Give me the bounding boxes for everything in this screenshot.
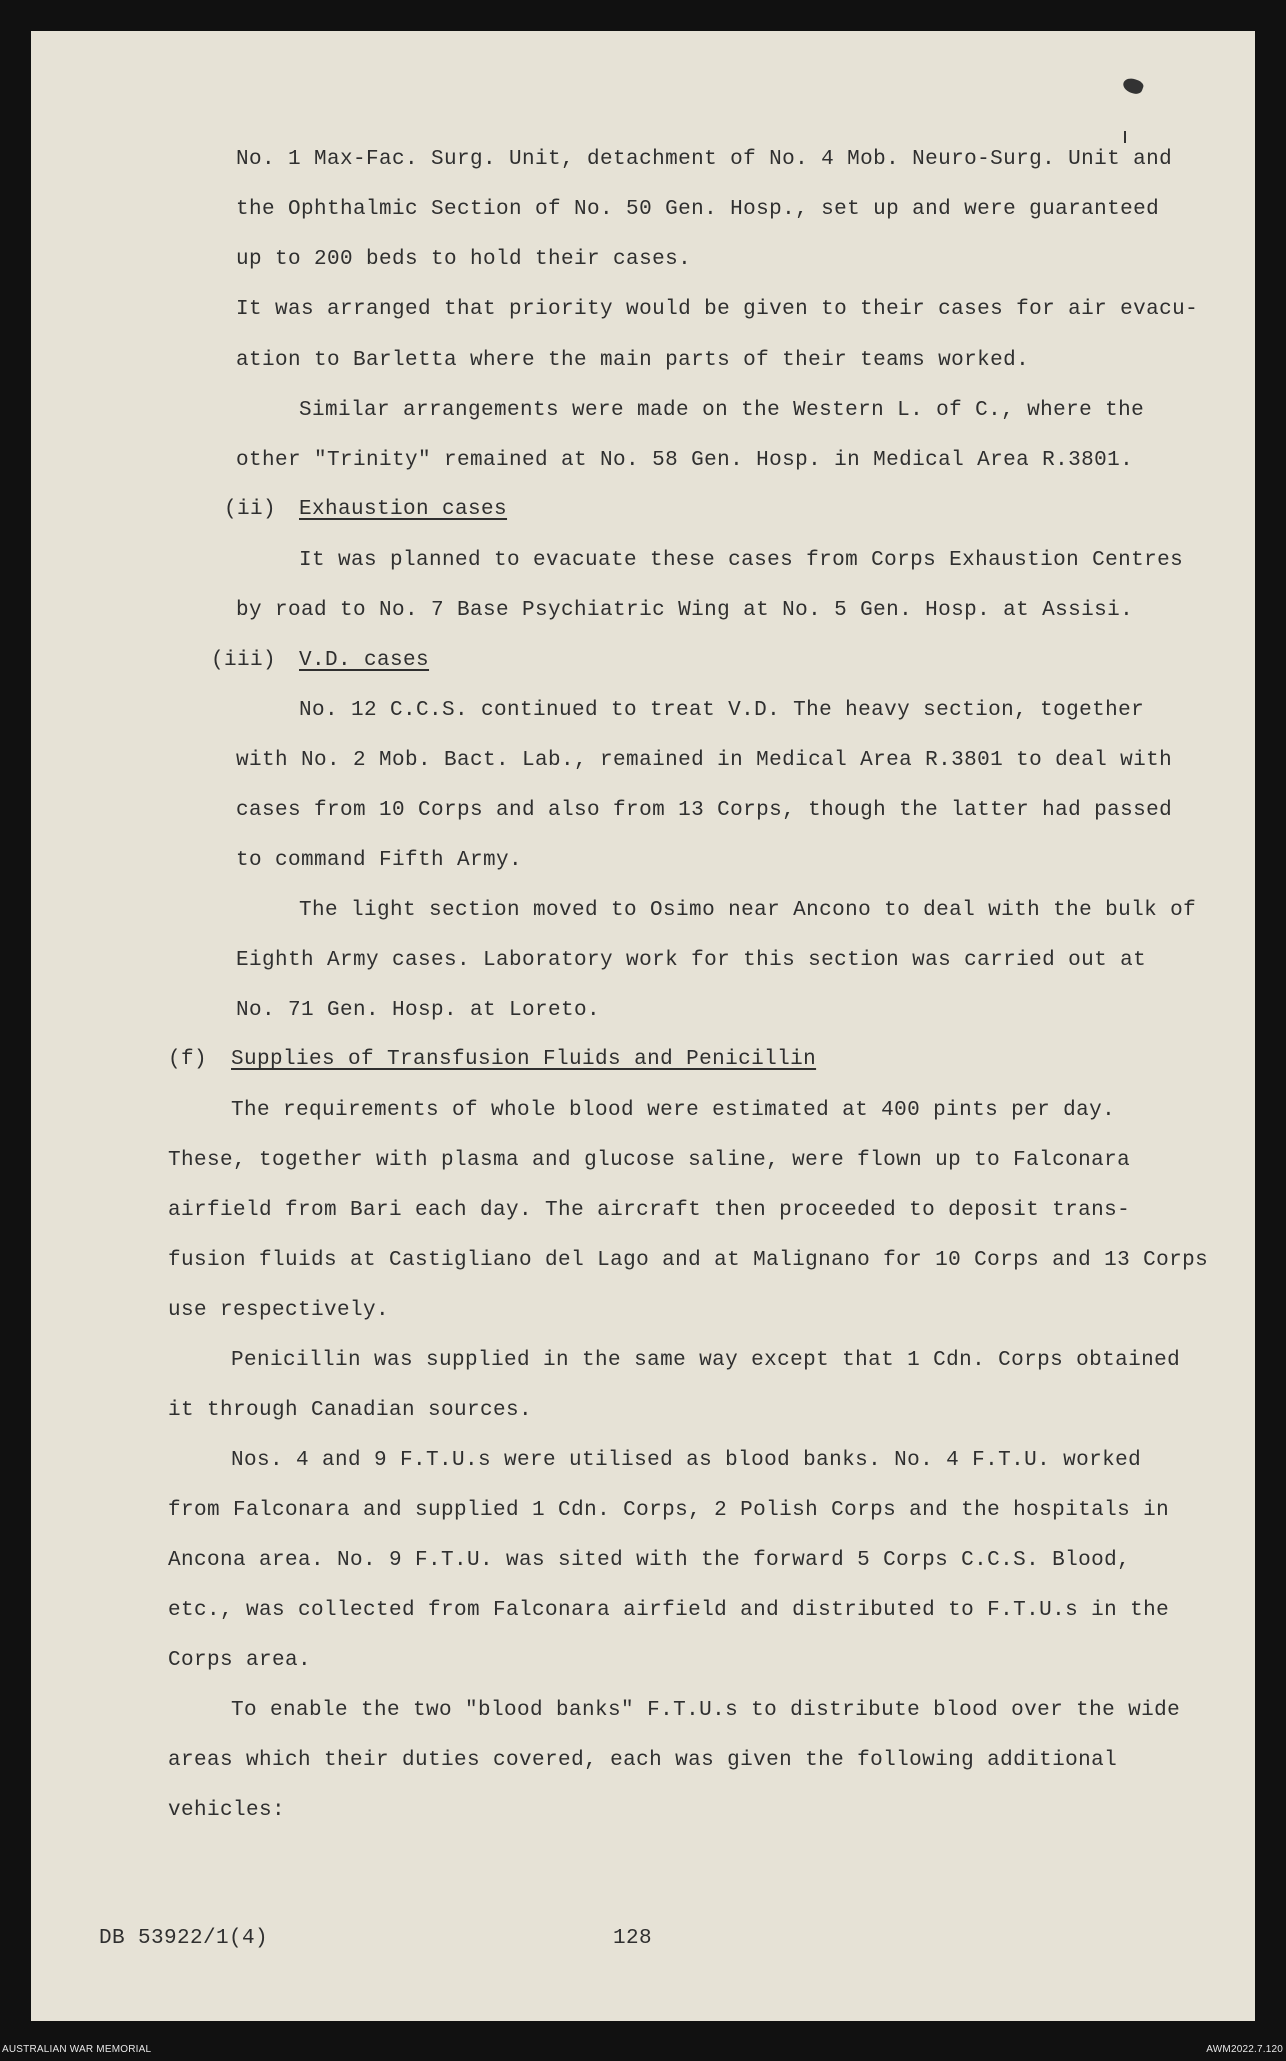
text-line: Eighth Army cases. Laboratory work for this section was carried out at [236,949,1147,972]
text-line: ation to Barletta where the main parts of their teams worked. [236,349,1030,372]
archive-footer [0,2030,1286,2061]
text-line: it through Canadian sources. [168,1399,533,1422]
text-line: cases from 10 Corps and also from 13 Corps, though the latter had passed [236,799,1173,822]
text-line: up to 200 beds to hold their cases. [236,248,692,271]
text-line: Similar arrangements were made on the Western L. of C., where the [299,399,1145,422]
text-line: Corps area. [168,1649,312,1672]
text-line: by road to No. 7 Base Psychiatric Wing at No. 5 Gen. Hosp. at Assisi. [236,599,1134,622]
text-line: to command Fifth Army. [236,849,523,872]
section-number: (iii) [211,649,277,672]
text-line: Penicillin was supplied in the same way except that 1 Cdn. Corps obtained [231,1349,1181,1372]
text-line: fusion fluids at Castigliano del Lago and at Malignano for 10 Corps and 13 Corps [168,1249,1209,1272]
page-number: 128 [613,1927,653,1950]
text-line: To enable the two "blood banks" F.T.U.s to distribute blood over the wide [231,1699,1181,1722]
text-line: The light section moved to Osimo near Ancono to deal with the bulk of [299,899,1197,922]
archive-source: AUSTRALIAN WAR MEMORIAL [2,2044,152,2055]
text-line: etc., was collected from Falconara airfield and distributed to F.T.U.s in the [168,1599,1170,1622]
text-line: with No. 2 Mob. Bact. Lab., remained in Medical Area R.3801 to deal with [236,749,1173,772]
text-line: It was planned to evacuate these cases from Corps Exhaustion Centres [299,549,1184,572]
ink-tick [1124,131,1126,143]
ink-blot [1121,76,1145,96]
section-number: (f) [168,1048,208,1071]
text-line: It was arranged that priority would be given to their cases for air evacu- [236,298,1199,321]
archive-id: AWM2022.7.120 [1206,2044,1283,2055]
text-line: The requirements of whole blood were estimated at 400 pints per day. [231,1099,1116,1122]
text-line: These, together with plasma and glucose saline, were flown up to Falconara [168,1149,1131,1172]
section-heading: V.D. cases [299,649,430,672]
document-reference: DB 53922/1(4) [99,1927,269,1950]
text-line: No. 12 C.C.S. continued to treat V.D. The heavy section, together [299,699,1145,722]
text-line: use respectively. [168,1299,390,1322]
text-line: from Falconara and supplied 1 Cdn. Corps, 2 Polish Corps and the hospitals in [168,1499,1170,1522]
text-line: No. 71 Gen. Hosp. at Loreto. [236,999,601,1022]
section-heading: Supplies of Transfusion Fluids and Penicillin [231,1048,817,1071]
text-line: areas which their duties covered, each was given the following additional [168,1749,1118,1772]
section-heading: Exhaustion cases [299,498,508,521]
text-line: No. 1 Max-Fac. Surg. Unit, detachment of No. 4 Mob. Neuro-Surg. Unit and [236,148,1173,171]
text-line: Nos. 4 and 9 F.T.U.s were utilised as blood banks. No. 4 F.T.U. worked [231,1449,1142,1472]
text-line: other "Trinity" remained at No. 58 Gen. Hosp. in Medical Area R.3801. [236,449,1134,472]
text-line: the Ophthalmic Section of No. 50 Gen. Hosp., set up and were guaranteed [236,198,1160,221]
text-line: Ancona area. No. 9 F.T.U. was sited with the forward 5 Corps C.C.S. Blood, [168,1549,1131,1572]
text-line: airfield from Bari each day. The aircraft then proceeded to deposit trans- [168,1199,1131,1222]
section-number: (ii) [224,498,277,521]
document-page [31,31,1255,2021]
text-line: vehicles: [168,1799,286,1822]
